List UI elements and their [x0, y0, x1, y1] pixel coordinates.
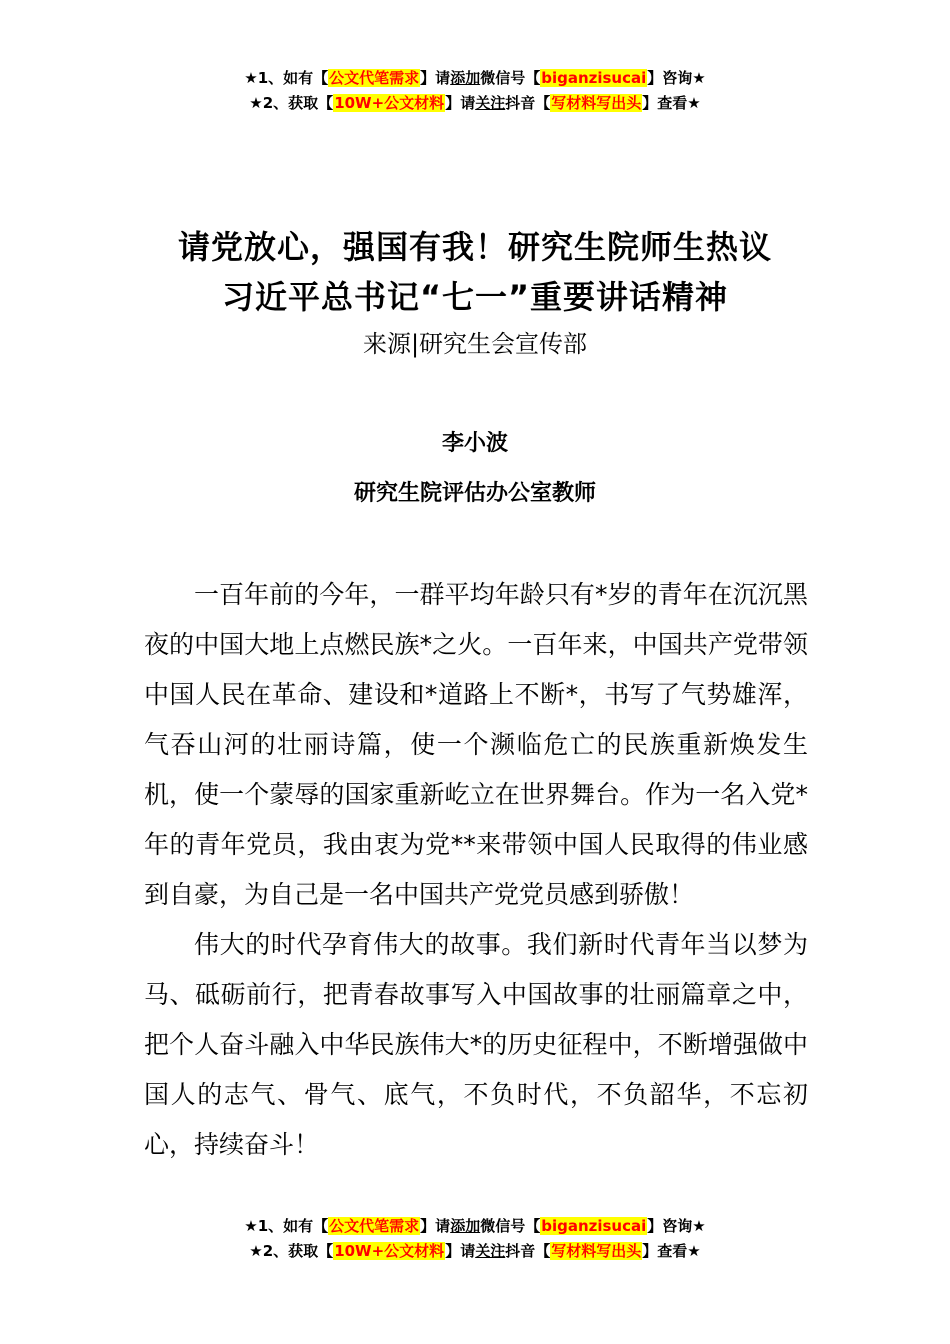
author-position: 研究生院评估办公室教师: [353, 481, 596, 506]
document-title-line-1: 请党放心，强国有我！研究生院师生热议: [177, 228, 772, 266]
banner-highlight: 公文代笔需求: [329, 69, 420, 87]
banner-highlight: 写材料写出头: [551, 1242, 642, 1260]
header-banner: [0, 66, 950, 116]
banner-highlight: 10W+公文材料: [334, 94, 445, 112]
source-line: 来源|研究生会宣传部: [362, 330, 588, 358]
banner-highlight: 公文代笔需求: [329, 1217, 420, 1235]
footer-banner: [0, 1214, 950, 1264]
banner-highlight: 写材料写出头: [551, 94, 642, 112]
banner-highlight: biganzisucai: [541, 1217, 647, 1235]
paragraph: 一百年前的今年，一群平均年龄只有*岁的青年在沉沉黑夜的中国大地上点燃民族*之火。一百年来，中国共产党带领中国人民在革命、建设和*道路上不断*，书写了气势雄浑，气吞山河的壮丽诗篇，使一个濒临危亡的民族重新焕发生机，使一个蒙辱的国家重新屹立在世界舞台。作为一名入党*年的青年党员，我由衷为党**来带领中国人民取得的伟业感到自豪，为自己是一名中国共产党党员感到骄傲！: [144, 580, 808, 909]
banner-highlight: 10W+公文材料: [334, 1242, 445, 1260]
banner-line-2: ★2、获取【10W+公文材料】请关注抖音【写材料写出头】查看★: [249, 1242, 701, 1260]
article-body: [144, 570, 808, 1170]
paragraph: 伟大的时代孕育伟大的故事。我们新时代青年当以梦为马、砥砺前行，把青春故事写入中国故事的壮丽篇章之中，把个人奋斗融入中华民族伟大*的历史征程中，不断增强做中国人的志气、骨气、底气，不负时代，不负韶华，不忘初心，持续奋斗！: [144, 930, 808, 1159]
author-name: 李小波: [441, 431, 508, 456]
document-title-line-2: 习近平总书记“七一”重要讲话精神: [221, 278, 729, 316]
banner-line-2: ★2、获取【10W+公文材料】请关注抖音【写材料写出头】查看★: [249, 94, 701, 112]
banner-line-1: ★1、如有【公文代笔需求】请添加微信号【biganzisucai】咨询★: [244, 69, 706, 87]
banner-highlight: biganzisucai: [541, 69, 647, 87]
banner-line-1: ★1、如有【公文代笔需求】请添加微信号【biganzisucai】咨询★: [244, 1217, 706, 1235]
